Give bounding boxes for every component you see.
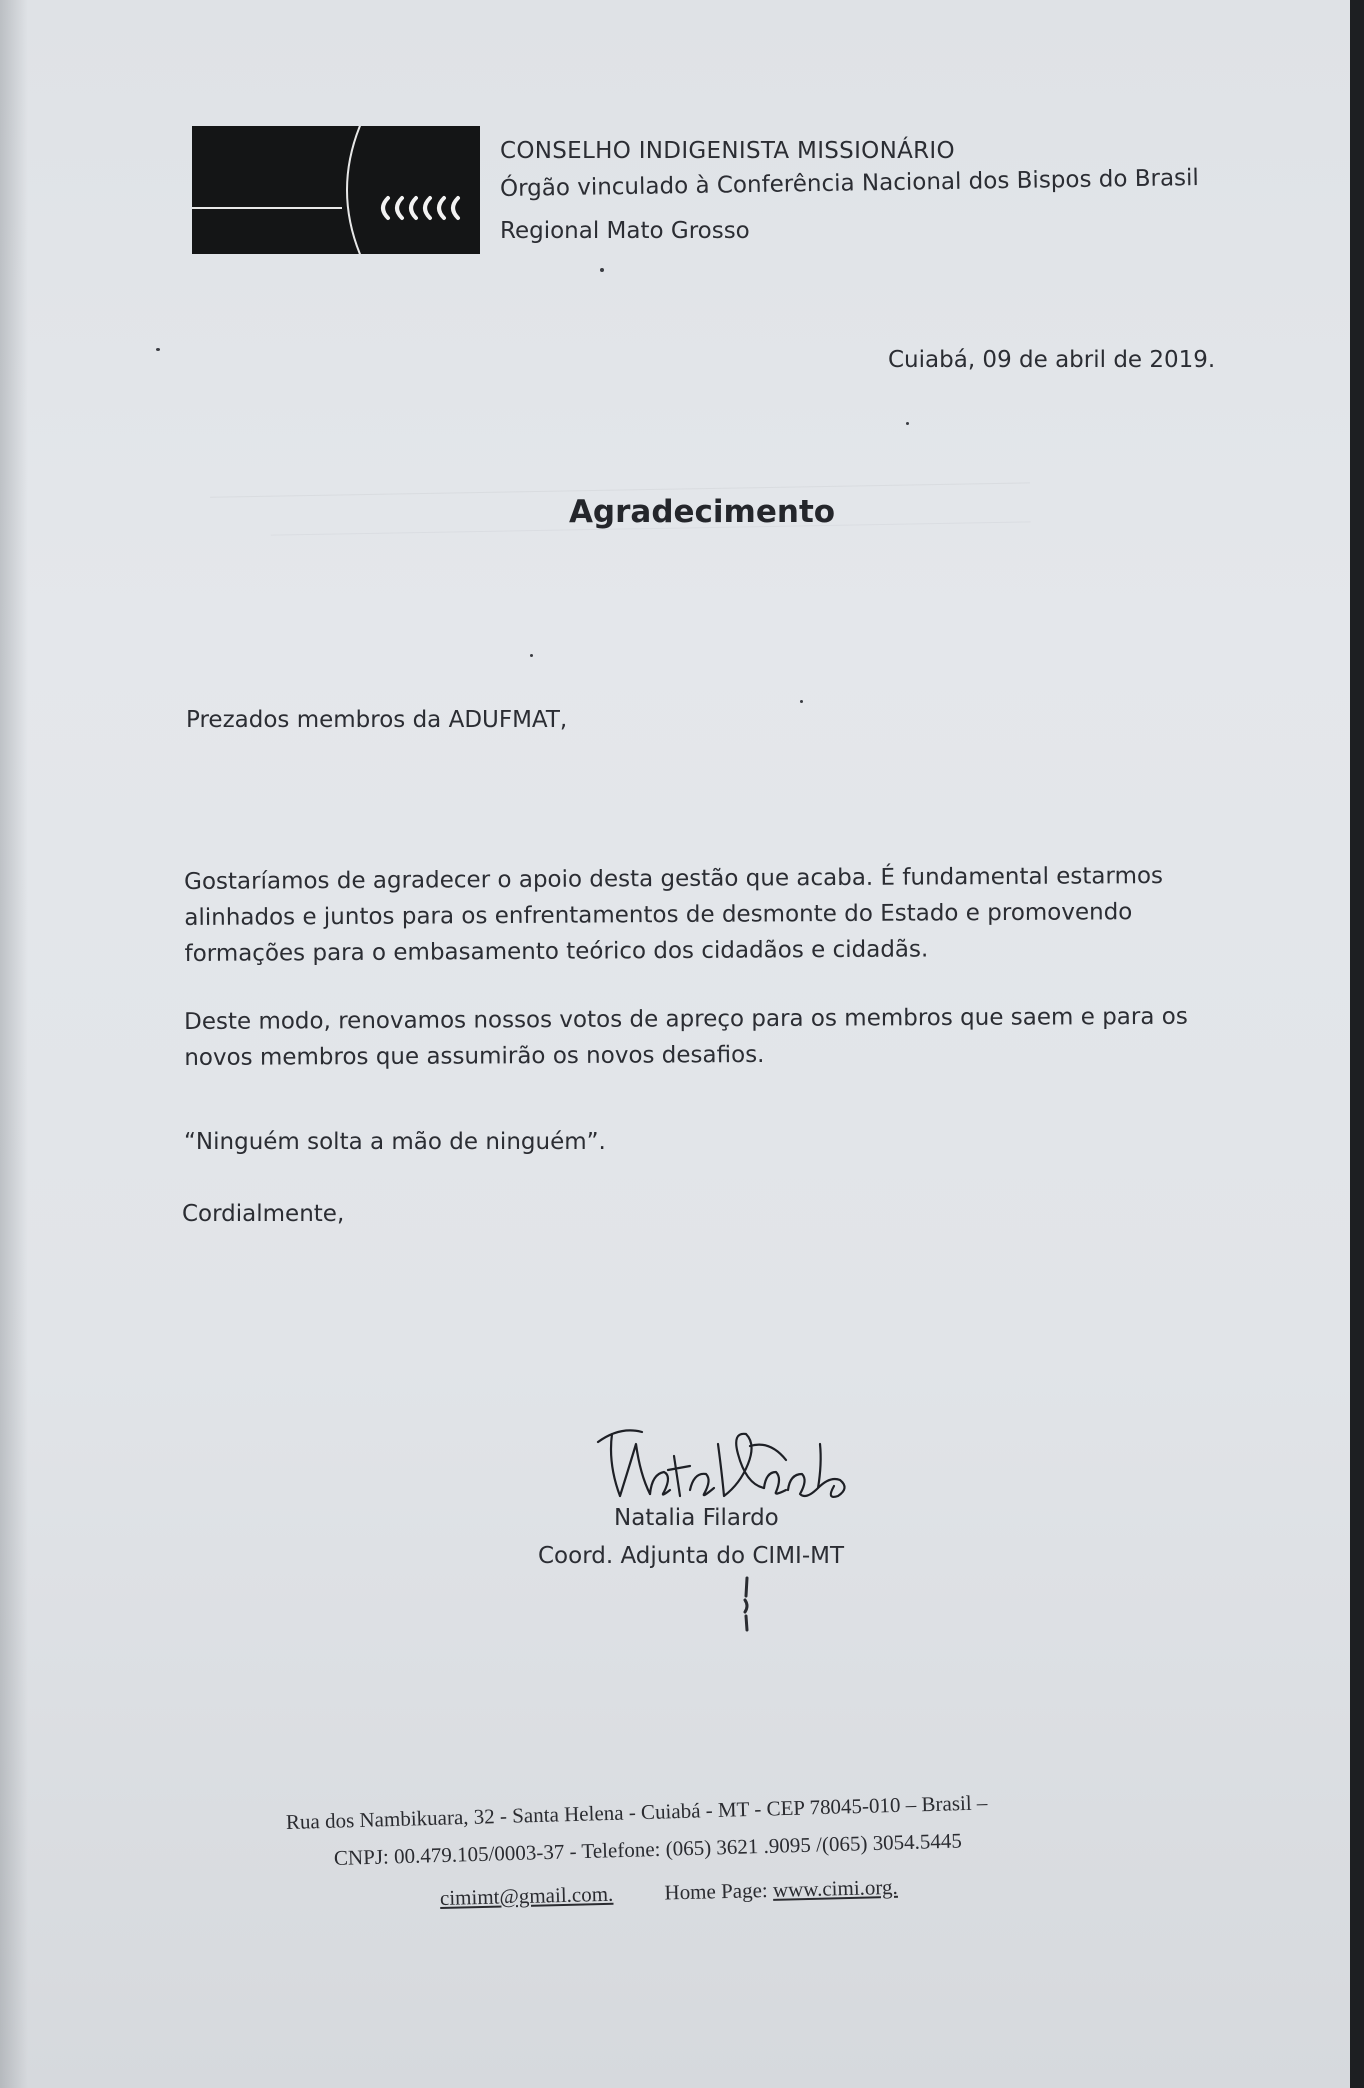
handwritten-signature <box>590 1404 870 1514</box>
body-paragraph-2: Deste modo, renovamos nossos votos de apreço para os membros que saem e para os novos membros que assumirão os novos desafios. <box>184 1003 1188 1071</box>
footer-email[interactable]: cimimt@gmail.com. <box>439 1881 614 1910</box>
signatory-name: Natalia Filardo <box>614 1505 779 1531</box>
pen-mark <box>740 1576 754 1632</box>
letter-title: Agradecimento <box>568 494 836 530</box>
paper-speck <box>800 700 803 703</box>
organization-affiliation: Órgão vinculado à Conferência Nacional dos Bispos do Brasil <box>499 165 1200 202</box>
letter-greeting: Prezados membros da ADUFMAT, <box>186 707 568 733</box>
letter-date: Cuiabá, 09 de abril de 2019. <box>888 347 1216 373</box>
organization-name: CONSELHO INDIGENISTA MISSIONÁRIO <box>500 138 955 164</box>
paper-speck <box>600 268 604 272</box>
paper-speck <box>156 348 160 351</box>
letter-closing: Cordialmente, <box>182 1201 345 1227</box>
body-paragraph-1: Gostaríamos de agradecer o apoio desta gestão que acaba. É fundamental estarmos alinhados e juntos para os enfrentamentos de desmonte do Estado e promovendo formações para o embasamento teórico dos cidadãos e cidadãs. <box>184 863 1164 967</box>
footer-contact <box>440 1875 898 1911</box>
background-edge <box>1350 0 1364 2088</box>
organization-region: Regional Mato Grosso <box>500 218 750 244</box>
body-quote: “Ninguém solta a mão de ninguém”. <box>184 1129 606 1155</box>
paper-speck <box>906 422 909 425</box>
cimi-logo-mark <box>192 126 480 254</box>
page-shadow <box>0 0 28 2088</box>
paper-speck <box>530 654 533 657</box>
footer-registry: CNPJ: 00.479.105/0003-37 - Telefone: (065) 3621 .9095 /(065) 3054.5445 <box>333 1828 963 1870</box>
footer-address: Rua dos Nambikuara, 32 - Santa Helena - Cuiabá - MT - CEP 78045-010 – Brasil – <box>285 1790 988 1834</box>
cimi-logo <box>192 126 480 254</box>
footer-homepage-label: Home Page: <box>664 1877 768 1905</box>
signatory-role: Coord. Adjunta do CIMI-MT <box>538 1543 845 1569</box>
footer-homepage-link[interactable]: www.cimi.org. <box>772 1874 899 1902</box>
